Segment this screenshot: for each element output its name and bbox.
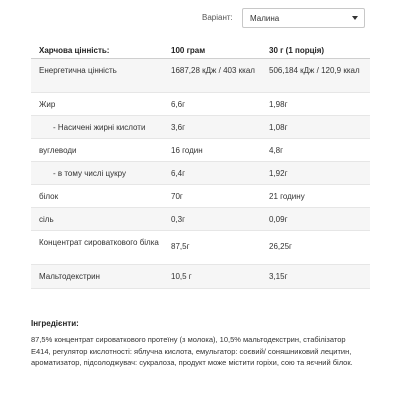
ingredients-section [31, 319, 366, 369]
variant-selector-row [0, 8, 400, 30]
row-name: сіль [39, 215, 54, 224]
ingredients-text: 87,5% концентрат сироваткового протеїну (з молока), 10,5% мальтодекстрин, стабілізатор Е414, регулятор кислотності: яблучна кислота, емульгатор: соєвий/ соняшниковий лецитин, ароматизатор, підсолоджувач: сукралоза, продукт може містити горіхи, сою та яєчний білок. [31, 335, 353, 367]
row-per-portion: 1,92г [269, 169, 288, 178]
row-name: вуглеводи [39, 146, 77, 155]
row-per-100g: 6,4г [171, 169, 186, 178]
table-row [31, 116, 370, 139]
table-row [31, 185, 370, 208]
variant-selected-value: Малина [250, 14, 280, 23]
row-per-portion: 4,8г [269, 146, 284, 155]
row-name: білок [39, 192, 59, 201]
row-per-portion: 0,09г [269, 215, 288, 224]
table-row [31, 139, 370, 162]
row-per-portion: 26,25г [269, 242, 292, 251]
row-per-100g: 1687,28 кДж / 403 ккал [171, 66, 255, 75]
row-name: Мальтодекстрин [39, 272, 100, 281]
table-row [31, 231, 370, 265]
row-name: - Насичені жирні кислоти [53, 123, 146, 132]
table-row [31, 162, 370, 185]
row-per-100g: 6,6г [171, 100, 186, 109]
table-row [31, 93, 370, 116]
nutrition-header-row [31, 42, 370, 59]
row-name: - в тому числі цукру [53, 169, 126, 178]
caret-down-icon [352, 16, 358, 20]
row-per-100g: 10,5 г [171, 272, 192, 281]
row-per-100g: 87,5г [171, 242, 190, 251]
variant-dropdown[interactable] [242, 8, 365, 28]
table-row [31, 265, 370, 289]
row-per-100g: 3,6г [171, 123, 186, 132]
table-row [31, 59, 370, 93]
row-per-portion: 21 годину [269, 192, 305, 201]
row-name: Енергетична цінність [39, 66, 117, 75]
row-per-100g: 0,3г [171, 215, 186, 224]
row-per-portion: 506,184 кДж / 120,9 ккал [269, 66, 360, 75]
row-name: Концентрат сироваткового білка [39, 238, 159, 247]
header-per-portion: 30 г (1 порція) [269, 46, 325, 55]
row-per-portion: 1,98г [269, 100, 288, 109]
row-per-100g: 16 годин [171, 146, 203, 155]
row-per-100g: 70г [171, 192, 183, 201]
table-row [31, 208, 370, 231]
row-name: Жир [39, 100, 56, 109]
header-nutrition-value: Харчова цінність: [39, 46, 110, 55]
row-per-portion: 3,15г [269, 272, 288, 281]
header-per-100g: 100 грам [171, 46, 206, 55]
variant-label: Варіант: [202, 13, 233, 22]
ingredients-title: Інгредієнти: [31, 319, 79, 328]
row-per-portion: 1,08г [269, 123, 288, 132]
nutrition-table [31, 42, 370, 289]
